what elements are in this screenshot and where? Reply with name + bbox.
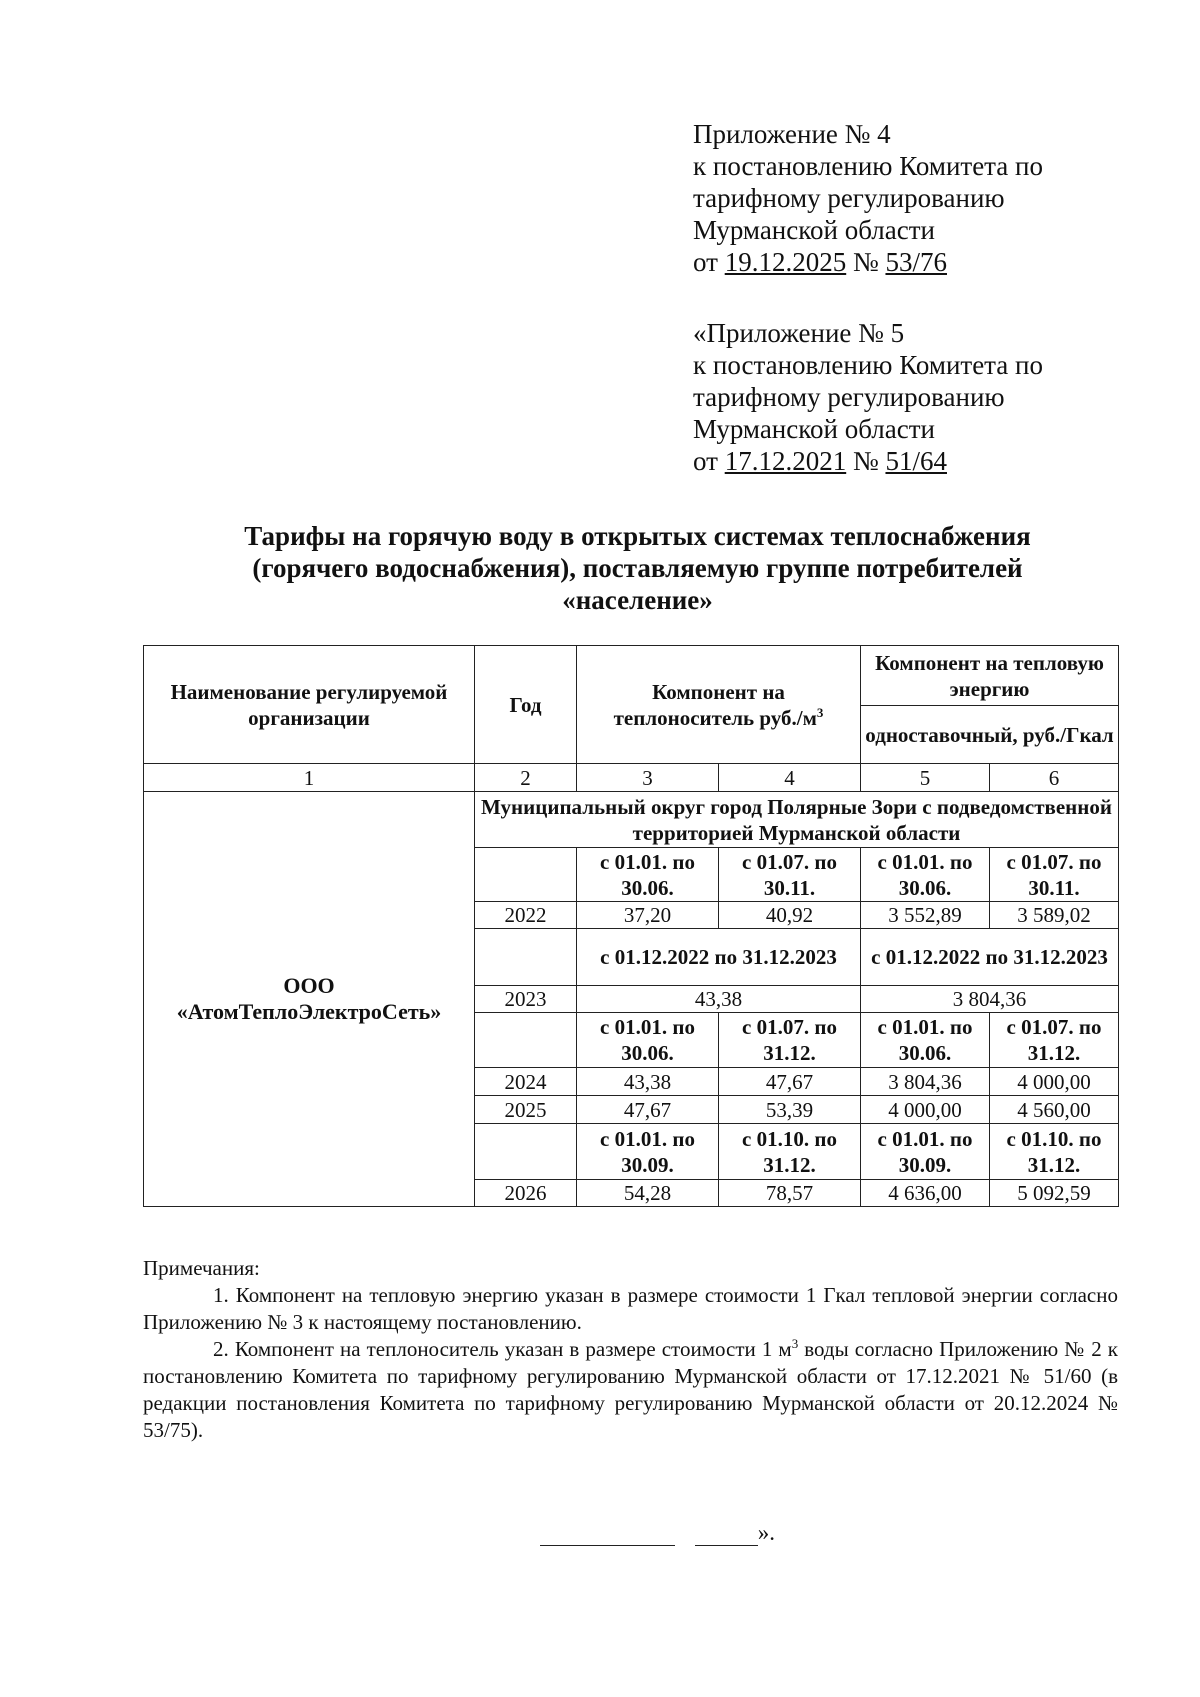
title-line3: «население» [562, 585, 713, 615]
organization-line1: ООО [283, 973, 335, 998]
annex-original-date: 17.12.2021 [724, 446, 847, 476]
year-cell-empty [475, 929, 577, 986]
annex-current-line4: Мурманской области [693, 215, 935, 245]
annex-original-line2: к постановлению Комитета по [693, 350, 1043, 380]
signature-line-1 [540, 1525, 675, 1546]
column-numbers-row [144, 764, 1119, 792]
title-line1: Тарифы на горячую воду в открытых системах теплоснабжения [244, 521, 1031, 551]
value-cell: 40,92 [719, 902, 861, 929]
value-cell: 4 000,00 [990, 1068, 1119, 1096]
col-number-4: 4 [719, 764, 861, 792]
value-cell: 3 804,36 [861, 1068, 990, 1096]
notes-section [143, 1255, 1118, 1444]
header-carrier-unit-sup: 3 [816, 704, 824, 720]
value-cell: 3 589,02 [990, 902, 1119, 929]
annex-original-line1: «Приложение № 5 [693, 318, 905, 348]
tariffs-table [143, 645, 1119, 1207]
period-cell: с 01.01. по 30.09. [861, 1124, 990, 1180]
value-cell-merged: 3 804,36 [861, 986, 1119, 1013]
annex-original-line4: Мурманской области [693, 414, 935, 444]
value-cell: 43,38 [577, 1068, 719, 1096]
closing-quote: ». [757, 1520, 775, 1545]
period-cell: с 01.07. по 31.12. [990, 1013, 1119, 1068]
year-cell-empty [475, 1124, 577, 1180]
period-cell: с 01.07. по 31.12. [719, 1013, 861, 1068]
value-cell: 54,28 [577, 1180, 719, 1207]
signature-line-2 [695, 1525, 758, 1546]
year-cell: 2025 [475, 1096, 577, 1124]
header-carrier-component [577, 646, 861, 764]
period-cell-merged: с 01.12.2022 по 31.12.2023 [577, 929, 861, 986]
year-cell: 2022 [475, 902, 577, 929]
annex-original-line3: тарифному регулированию [693, 382, 1005, 412]
period-cell: с 01.10. по 31.12. [719, 1124, 861, 1180]
note-2-start: 2. Компонент на теплоноситель указан в размере стоимости 1 м [213, 1337, 792, 1361]
notes-heading: Примечания: [143, 1256, 260, 1280]
value-cell: 4 636,00 [861, 1180, 990, 1207]
value-cell: 53,39 [719, 1096, 861, 1124]
header-year: Год [475, 646, 577, 764]
col-number-1: 1 [144, 764, 475, 792]
closing-line [540, 1520, 775, 1546]
period-cell: с 01.01. по 30.06. [861, 1013, 990, 1068]
annex-current-number: 53/76 [885, 247, 947, 277]
annex-current-date-line [693, 246, 1043, 278]
annex-original-block [693, 317, 1043, 477]
value-cell: 78,57 [719, 1180, 861, 1207]
region-row [144, 792, 1119, 848]
col-number-6: 6 [990, 764, 1119, 792]
header-energy-single-rate: одноставочный, руб./Гкал [861, 706, 1119, 764]
header-carrier-text: Компонент на теплоноситель руб./м [613, 679, 817, 730]
value-cell: 5 092,59 [990, 1180, 1119, 1207]
year-cell-empty [475, 1013, 577, 1068]
col-number-2: 2 [475, 764, 577, 792]
year-cell: 2026 [475, 1180, 577, 1207]
annex-current-line1: Приложение № 4 [693, 119, 891, 149]
annex-current-num-prefix: № [846, 247, 886, 277]
region-cell: Муниципальный округ город Полярные Зори с подведомственной территорией Мурманской области [475, 792, 1119, 848]
annex-original-date-prefix: от [693, 446, 725, 476]
note-2-end: воды согласно Приложению № 2 к постановлению Комитета по тарифному регулированию Мурманской области от 17.12.2021 № 51/60 (в редакции постановления Комитета по тарифному регулированию Мурманской области от 20.12.2024 № 53/75). [143, 1337, 1118, 1442]
title-line2: (горячего водоснабжения), поставляемую группе потребителей [252, 553, 1023, 583]
period-cell: с 01.01. по 30.06. [577, 848, 719, 902]
value-cell-merged: 43,38 [577, 986, 861, 1013]
value-cell: 4 000,00 [861, 1096, 990, 1124]
annex-original-date-line [693, 445, 1043, 477]
organization-line2: «АтомТеплоЭлектроСеть» [176, 999, 442, 1024]
annex-current-line2: к постановлению Комитета по [693, 151, 1043, 181]
value-cell: 37,20 [577, 902, 719, 929]
period-cell: с 01.07. по 30.11. [719, 848, 861, 902]
annex-current-date-prefix: от [693, 247, 725, 277]
period-cell-merged: с 01.12.2022 по 31.12.2023 [861, 929, 1119, 986]
annex-original-num-prefix: № [846, 446, 886, 476]
note-2-sup: 3 [791, 1336, 799, 1351]
year-cell: 2024 [475, 1068, 577, 1096]
annex-original-number: 51/64 [885, 446, 947, 476]
year-cell-empty [475, 848, 577, 902]
annex-current-date: 19.12.2025 [724, 247, 847, 277]
period-cell: с 01.01. по 30.06. [577, 1013, 719, 1068]
organization-cell [144, 792, 475, 1207]
note-1: 1. Компонент на тепловую энергию указан в размере стоимости 1 Гкал тепловой энергии согласно Приложению № 3 к настоящему постановлению. [143, 1283, 1118, 1334]
header-energy-component: Компонент на тепловую энергию [861, 646, 1119, 706]
document-title [140, 520, 1135, 616]
header-row [144, 646, 1119, 706]
period-cell: с 01.01. по 30.06. [861, 848, 990, 902]
period-cell: с 01.01. по 30.09. [577, 1124, 719, 1180]
note-2 [143, 1336, 1118, 1444]
period-cell: с 01.10. по 31.12. [990, 1124, 1119, 1180]
annex-current-line3: тарифному регулированию [693, 183, 1005, 213]
header-org-name: Наименование регулируемой организации [144, 646, 475, 764]
value-cell: 47,67 [719, 1068, 861, 1096]
year-cell: 2023 [475, 986, 577, 1013]
col-number-5: 5 [861, 764, 990, 792]
value-cell: 4 560,00 [990, 1096, 1119, 1124]
col-number-3: 3 [577, 764, 719, 792]
value-cell: 47,67 [577, 1096, 719, 1124]
annex-current-block [693, 118, 1043, 278]
period-cell: с 01.07. по 30.11. [990, 848, 1119, 902]
value-cell: 3 552,89 [861, 902, 990, 929]
